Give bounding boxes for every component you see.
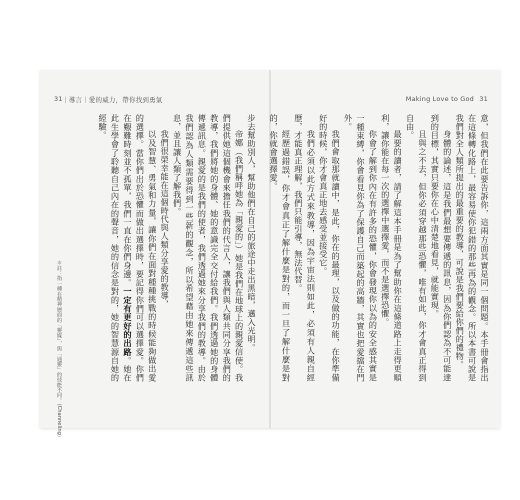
right-paragraph: 我們必須以此方式來教導，因為宇宙法則如此，必須有人親自經歷，才能真正理解，我們只能引導，無法代替。 — [293, 114, 317, 382]
left-paragraph-text: 。她在此生學會了聆聽自己內在的聲音，她的信念是對的，她的智慧源自她的經驗。 — [98, 114, 133, 383]
left-paragraph: 步去幫助別人，幫助他們在自己的旅途中走出黑暗，邁入光明。 — [247, 114, 257, 352]
right-paragraph: 你會了解到你內在有許多的恐懼，你會發現你以為的安全感其實是一種束縛，你會看見你為了保護自己而築起的高牆，其實也把愛擋在門外。 — [343, 114, 379, 382]
right-running-head: Making Love to God — [405, 95, 474, 103]
left-page-number: 31 — [54, 95, 63, 103]
right-paragraph: 最要的讀者，請了解這本手冊是為了幫助你在這條道路上走得更順利，讓你能在每一次的選擇中選擇愛，而不是選擇恐懼。 — [380, 114, 404, 382]
left-paragraph: 我們很榮幸能在這個時代與人類分享愛的教導， — [160, 130, 171, 309]
right-page-number: 31 — [479, 95, 488, 103]
left-paragraph — [97, 114, 159, 382]
left-page — [40, 70, 269, 441]
left-page-body — [58, 114, 258, 382]
right-paragraph: 經歷過錯誤，你才會真正了解什麼是對的，而一旦了解什麼是對的，你就會選擇愛。 — [269, 114, 292, 382]
right-paragraph: 且與之不去，但你必須穿越那些恐懼，唯有如此，你才會真正得到自由。 — [405, 114, 428, 382]
left-paragraph: 帝娜（我們稱呼她為「親愛的」）她是我們在地球上的親愛信使。我們提供她這個機會來擔任我們的代言人，讓我們與人類共同分享我們的教導，我們將她的身體、她的意識完全交付給我們。我們透過她的身體傳遞訊息。親愛的是我們的使者，我們透過她來分享我們的教導。由於我們認為人類需要得到一些新的觀念，所以希望藉由她來傳遞這些訊息，並且讓人類了解我們。 — [172, 114, 245, 382]
right-paragraph: 我們會取那就讀中，是此，你在的最理，以及做的功能，在你準備好的時候，你才會真正地去感受並接受它。 — [318, 114, 342, 382]
open-book — [40, 70, 500, 441]
footnote: ＊註：指一種在精神層面的「靈媒」，與「通靈」的技能不同。（Channeling） — [56, 260, 62, 441]
right-paragraph: 身體的論述，這是我們最想要傳遞的訊息，因為你們認為不可能達到的目標，其實只要你在心中清楚地看見，就能實現。 — [430, 114, 453, 382]
right-paragraph: 意，但我們在此要告訴你，這兩方面其實是同一個問題。本手冊會指出在這條轉化路上，最容易使你犯錯的那些再為的觀念。所以本書可說是我們對全人類所提出的最重要的教導，可說是我們要給你們的禮物。 — [455, 114, 490, 382]
right-page — [271, 70, 500, 428]
emphasis-text: 一定有更好的出路 — [122, 287, 133, 357]
right-page-body — [269, 114, 491, 382]
left-running-head: ｜導言｜愛的威力，帶你找到勇氣 — [62, 96, 163, 104]
left-paragraph-text: 以及智慧、勇氣和力量，讓你們在面對種種挑戰的時候能夠做出愛的選擇。當你們出於恐懼而做出選擇時，要記得你們可以選擇愛。你們在艱難時刻並不孤單，我們一直在你們身邊。 — [122, 114, 158, 382]
